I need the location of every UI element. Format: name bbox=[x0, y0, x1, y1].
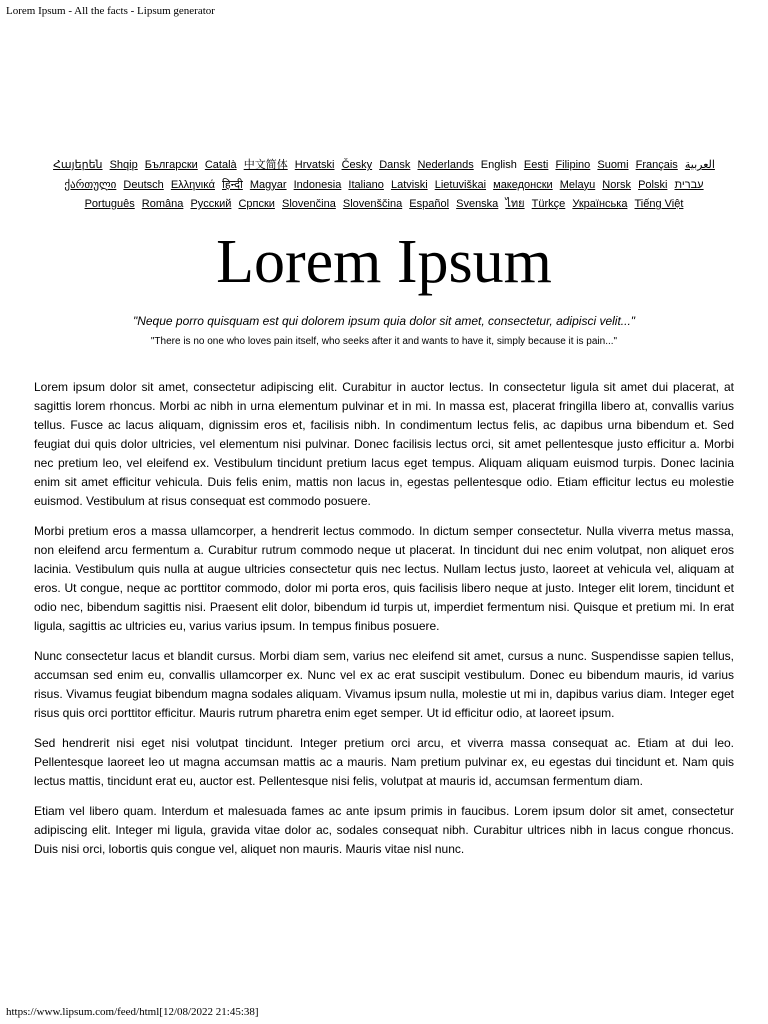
lorem-paragraph: Morbi pretium eros a massa ullamcorper, a hendrerit lectus commodo. In dictum semper consectetur. Nulla viverra metus massa, non eleifend arcu fermentum a. Curabitur rutrum commodo neque ut placerat. In tincidunt dui nec enim volutpat, non aliquet eros lacinia. Vestibulum quis nulla at augue ultricies consectetur quis nec lectus. Nullam lectus justo, laoreet at vehicula vel, aliquam at eros. Ut congue, neque ac porttitor commodo, dolor mi porta eros, quis facilisis libero neque at justo. Integer elit lorem, tincidunt et odio nec, bibendum sagittis nisi. Praesent elit dolor, bibendum id turpis ut, imperdiet fermentum nisi. Quisque et pretium mi. In erat ligula, sagittis ac ultricies eu, varius varius ipsum. In tempus finibus posuere. bbox=[34, 524, 734, 633]
language-link[interactable]: Nederlands bbox=[417, 159, 474, 171]
language-link[interactable]: ไทย bbox=[505, 198, 525, 210]
language-link[interactable]: Eesti bbox=[523, 159, 549, 171]
language-link[interactable]: Tiếng Việt bbox=[634, 198, 684, 210]
language-link[interactable]: हिन्दी bbox=[222, 178, 243, 191]
language-link[interactable]: Lietuviškai bbox=[434, 178, 487, 191]
language-link[interactable]: Português bbox=[84, 198, 135, 210]
language-link[interactable]: Česky bbox=[341, 159, 373, 171]
latin-quote: "Neque porro quisquam est qui dolorem ipsum quia dolor sit amet, consectetur, adipisci velit..." bbox=[132, 314, 636, 328]
print-footer-url: https://www.lipsum.com/feed/html[12/08/2022 21:45:38] bbox=[6, 1006, 259, 1018]
lorem-paragraph: Sed hendrerit nisi eget nisi volutpat tincidunt. Integer pretium orci arcu, et viverra massa consequat ac. Etiam at dui leo. Pellentesque laoreet leo ut magna accumsan mattis ac a mauris. Nam pretium pulvinar ex, eu egestas dui tincidunt et. Nam quis lectus mattis, tincidunt erat eu, auctor est. Pellentesque nisi felis, volutpat at mauris id, accumsan fermentum diam. bbox=[34, 736, 734, 788]
language-link[interactable]: Español bbox=[409, 198, 450, 210]
language-link[interactable]: Italiano bbox=[348, 178, 384, 191]
language-selector bbox=[40, 156, 728, 215]
language-link[interactable]: Norsk bbox=[602, 178, 632, 191]
language-link[interactable]: Magyar bbox=[249, 178, 287, 191]
page-title: Lorem Ipsum bbox=[216, 228, 552, 296]
language-link[interactable]: Hrvatski bbox=[294, 159, 335, 171]
language-link[interactable]: Српски bbox=[238, 198, 275, 210]
language-link[interactable]: ქართული bbox=[64, 178, 117, 191]
language-link[interactable]: 中文简体 bbox=[243, 159, 288, 171]
language-link[interactable]: Slovenščina bbox=[342, 198, 403, 210]
language-link[interactable]: Suomi bbox=[597, 159, 629, 171]
print-header: Lorem Ipsum - All the facts - Lipsum generator bbox=[6, 5, 215, 17]
language-link[interactable]: Melayu bbox=[559, 178, 596, 191]
language-link[interactable]: Ελληνικά bbox=[170, 178, 215, 191]
language-link[interactable]: Indonesia bbox=[293, 178, 342, 191]
lorem-paragraph: Lorem ipsum dolor sit amet, consectetur adipiscing elit. Curabitur in auctor lectus. In consectetur ligula sit amet dui placerat, at sagittis lorem rhoncus. Morbi ac nibh in urna elementum pulvinar et in mi. In massa est, placerat fringilla libero at, convallis varius tellus. Fusce ac lacus aliquam, dignissim eros et, facilisis nibh. In condimentum lectus felis, ac dapibus urna bibendum et. Sed feugiat dui quis dolor ultricies, vel elementum nisi pulvinar. Donec facilisis lectus orci, sit amet pellentesque justo efficitur a. Morbi nec pretium leo, vel eleifend ex. Vestibulum tincidunt pretium lacus eget tempus. Aliquam aliquam euismod turpis. Donec lacinia enim sit amet efficitur vehicula. Duis felis enim, mattis non lacus in, egestas pellentesque odio. Etiam efficitur lectus eu molestie euismod. Vestibulum at risus consequat est commodo posuere. bbox=[34, 380, 734, 508]
language-link[interactable]: ‫עברית bbox=[674, 178, 704, 191]
lorem-text-content bbox=[34, 378, 734, 870]
language-link[interactable]: Български bbox=[144, 159, 198, 171]
language-link[interactable]: Українська bbox=[572, 198, 628, 210]
language-link[interactable]: ‫العربية bbox=[684, 159, 715, 171]
language-link[interactable]: Shqip bbox=[109, 159, 138, 171]
english-quote: "There is no one who loves pain itself, who seeks after it and wants to have it, simply because it is pain..." bbox=[150, 336, 618, 347]
language-link[interactable]: Türkçe bbox=[531, 198, 566, 210]
language-link[interactable]: Svenska bbox=[456, 198, 499, 210]
lorem-paragraph: Etiam vel libero quam. Interdum et malesuada fames ac ante ipsum primis in faucibus. Lorem ipsum dolor sit amet, consectetur adipiscing elit. Integer mi ligula, gravida vitae dolor ac, sodales consequat nibh. Curabitur ultrices nibh in lacus congue rhoncus. Duis nisi orci, lobortis quis congue vel, aliquet non mauris. Mauris vitae nisl nunc. bbox=[34, 804, 734, 856]
language-link[interactable]: Polski bbox=[638, 178, 668, 191]
language-link[interactable]: Deutsch bbox=[123, 178, 164, 191]
language-link[interactable]: Latviski bbox=[390, 178, 428, 191]
language-current: English bbox=[480, 159, 517, 171]
lorem-paragraph: Nunc consectetur lacus et blandit cursus. Morbi diam sem, varius nec eleifend sit amet, cursus a nunc. Suspendisse sapien tellus, accumsan sed enim eu, convallis ullamcorper ex. Nunc vel ex ac erat suscipit vestibulum. Donec eu bibendum mauris, id varius risus. Vivamus feugiat bibendum magna sodales aliquam. Vivamus ipsum nulla, molestie ut mi in, dapibus varius diam. Integer eget risus quis orci porttitor efficitur. Mauris rutrum pharetra enim eget semper. Ut id efficitur odio, at laoreet ipsum. bbox=[34, 649, 734, 720]
language-link[interactable]: Français bbox=[635, 159, 678, 171]
language-link[interactable]: Filipino bbox=[555, 159, 591, 171]
language-link[interactable]: Româna bbox=[141, 198, 184, 210]
language-link[interactable]: Català bbox=[204, 159, 237, 171]
language-link[interactable]: Pycский bbox=[190, 198, 232, 210]
language-link[interactable]: Slovenčina bbox=[282, 198, 336, 210]
language-link[interactable]: македонски bbox=[493, 178, 553, 191]
language-link[interactable]: Հայերեն bbox=[53, 159, 103, 171]
language-link[interactable]: Dansk bbox=[379, 159, 411, 171]
